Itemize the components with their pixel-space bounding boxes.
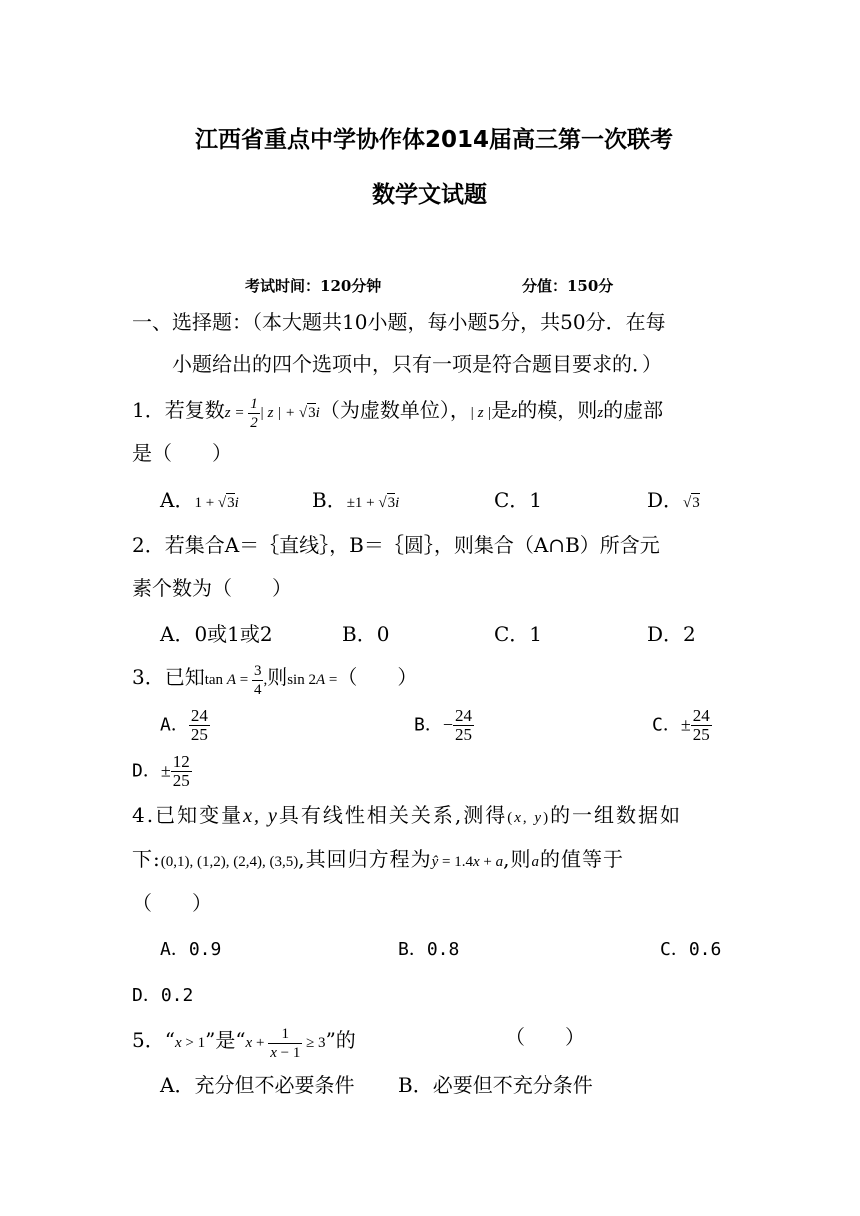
q2-option-a: A．0或1或2 — [160, 622, 273, 646]
question-1-cont: 是（ ） — [132, 441, 232, 465]
q4-option-a: A．0.9 — [160, 939, 222, 960]
question-1: 1．若复数z = $\frac{1}{2}$ | z | + √3i（为虚数单位），| z |是z的模，则z的虚部 — [132, 396, 664, 431]
exam-score: 分值：150分 — [522, 277, 614, 295]
question-5-paren: （ ） — [505, 1025, 585, 1049]
question-2: 2．若集合A＝｛直线｝，B＝｛圆｝，则集合（A∩B）所含元 — [132, 533, 660, 557]
q1-option-a: A．1 + √3i — [160, 488, 239, 512]
q1-option-d: D．√3 — [647, 488, 700, 512]
q3-option-a: A． $\frac{24}{25}$ — [160, 706, 208, 744]
q1-option-c: C．1 — [494, 488, 543, 512]
formula-z: z = $\frac{1}{2}$ | z | + √3i — [224, 396, 320, 431]
section-heading-cont: 小题给出的四个选项中，只有一项是符合题目要求的．） — [172, 352, 662, 376]
q5-option-b: B．必要但不充分条件 — [398, 1073, 593, 1097]
question-4-cont: 下:(0,1), (1,2), (2,4), (3,5),其回归方程为ŷ = 1.4x + a,则a的值等于 — [132, 847, 624, 871]
q5-option-a: A．充分但不必要条件 — [160, 1073, 355, 1097]
q2-option-b: B．0 — [342, 622, 390, 646]
q4-option-d: D．0.2 — [132, 985, 194, 1006]
q3-option-d: D．± $\frac{12}{25}$ — [132, 752, 190, 790]
section-heading: 一、选择题：（本大题共10小题，每小题5分，共50分．在每 — [132, 310, 666, 334]
question-3: 3．已知tan A = $\frac{3}{4}$ ,则sin 2A =（ ） — [132, 663, 418, 698]
q2-option-d: D．2 — [647, 622, 696, 646]
question-4-paren: （ ） — [132, 891, 212, 915]
question-2-cont: 素个数为（ ） — [132, 576, 292, 600]
q4-option-b: B．0.8 — [398, 939, 460, 960]
question-4: 4.已知变量x, y具有线性相关关系,测得(x, y)的一组数据如 — [132, 803, 683, 827]
q2-option-c: C．1 — [494, 622, 543, 646]
q3-option-b: B．− $\frac{24}{25}$ — [414, 706, 472, 744]
q1-option-b: B．±1 + √3i — [312, 488, 400, 512]
exam-subtitle: 数学文试题 — [372, 182, 487, 208]
exam-title: 江西省重点中学协作体2014届高三第一次联考 — [195, 127, 674, 153]
question-5: 5．“x > 1”是“x + $\frac{1}{x - 1}$ ≥ 3”的 — [132, 1026, 356, 1061]
q4-option-c: C．0.6 — [660, 939, 722, 960]
q3-option-c: C．± $\frac{24}{25}$ — [652, 706, 710, 744]
exam-time: 考试时间：120分钟 — [245, 277, 382, 295]
